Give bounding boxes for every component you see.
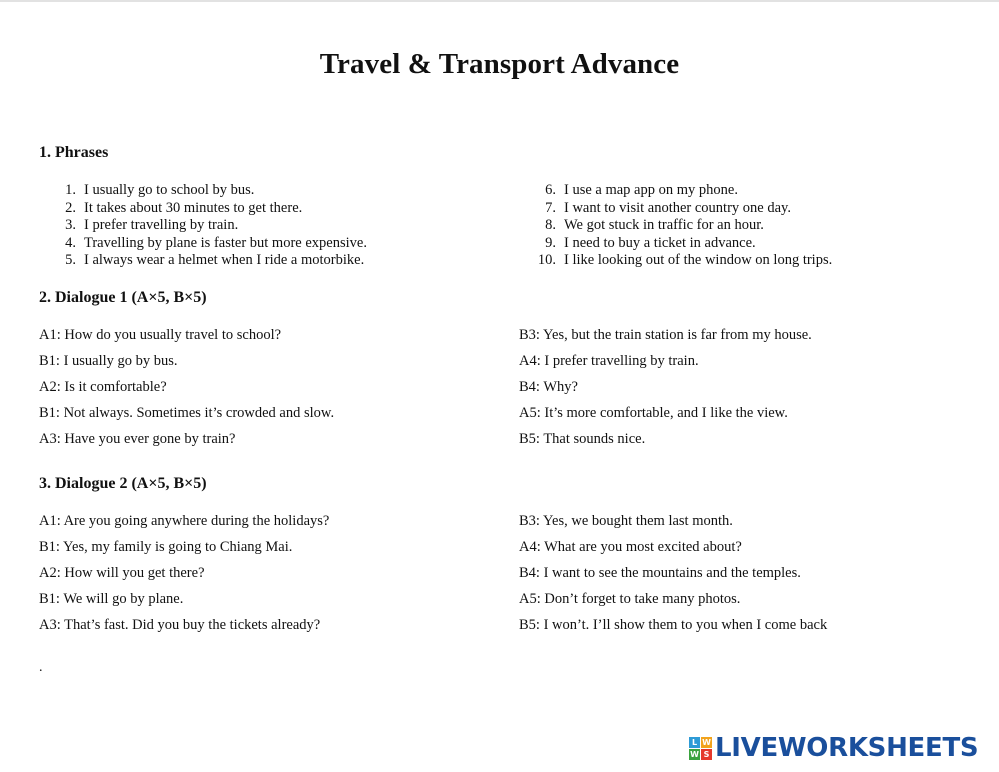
- top-border-rule: [0, 0, 999, 2]
- dialogue-line: B5: That sounds nice.: [519, 431, 646, 447]
- dialogue-line: B1: Yes, my family is going to Chiang Mai.: [39, 539, 293, 555]
- list-item: [52, 182, 367, 200]
- list-item: [52, 252, 367, 270]
- list-text: I need to buy a ticket in advance.: [564, 234, 756, 251]
- list-number: 2.: [65, 199, 76, 216]
- list-number: 4.: [65, 234, 76, 251]
- dialogue-line: A5: It’s more comfortable, and I like the view.: [519, 405, 788, 421]
- phrases-list-right: [532, 182, 832, 270]
- logo-badge-cell: L: [689, 737, 700, 748]
- list-number: 10.: [537, 252, 556, 269]
- trailing-period: .: [39, 660, 43, 675]
- dialogue-line: B3: Yes, we bought them last month.: [519, 513, 733, 529]
- page-title: Travel & Transport Advance: [319, 48, 680, 80]
- dialogue-line: A2: Is it comfortable?: [39, 379, 167, 395]
- list-number: 3.: [65, 217, 76, 234]
- dialogue-line: A1: Are you going anywhere during the holidays?: [39, 513, 330, 529]
- list-item: [532, 200, 832, 218]
- section-heading-dialogue-1: 2. Dialogue 1 (A×5, B×5): [39, 289, 207, 306]
- dialogue-line: B1: We will go by plane.: [39, 591, 184, 607]
- list-text: I usually go to school by bus.: [84, 182, 255, 198]
- list-text: Travelling by plane is faster but more expensive.: [84, 234, 367, 251]
- list-item: [52, 217, 367, 235]
- dialogue-line: B4: I want to see the mountains and the temples.: [519, 565, 801, 581]
- dialogue-2-left: [39, 513, 329, 643]
- dialogue-line: A4: I prefer travelling by train.: [519, 353, 699, 369]
- dialogue-line: A3: That’s fast. Did you buy the tickets already?: [39, 617, 321, 633]
- dialogue-line: A3: Have you ever gone by train?: [39, 431, 236, 447]
- list-number: 7.: [545, 199, 556, 216]
- list-number: 1.: [65, 182, 76, 198]
- logo-badge-cell: W: [690, 749, 699, 759]
- logo-badge-cell: S: [701, 749, 712, 760]
- dialogue-line: B1: Not always. Sometimes it’s crowded and slow.: [39, 405, 335, 421]
- dialogue-line: B4: Why?: [519, 379, 578, 395]
- liveworksheets-logo: [689, 731, 978, 765]
- dialogue-line: B3: Yes, but the train station is far from my house.: [519, 327, 812, 343]
- dialogue-line: A4: What are you most excited about?: [519, 539, 742, 555]
- dialogue-line: B5: I won’t. I’ll show them to you when I come back: [519, 617, 828, 633]
- list-item: [532, 217, 832, 235]
- list-item: [532, 235, 832, 253]
- list-text: I always wear a helmet when I ride a motorbike.: [84, 252, 365, 269]
- list-text: I want to visit another country one day.: [564, 199, 791, 216]
- phrases-list-left: [52, 182, 367, 270]
- list-text: It takes about 30 minutes to get there.: [84, 199, 303, 216]
- list-number: 6.: [545, 182, 556, 198]
- list-number: 9.: [545, 234, 556, 251]
- dialogue-2-right: [519, 513, 827, 643]
- list-text: I use a map app on my phone.: [564, 182, 738, 198]
- dialogue-1-right: [519, 327, 812, 457]
- section-heading-phrases: 1. Phrases: [39, 144, 109, 161]
- list-item: [52, 200, 367, 218]
- list-text: We got stuck in traffic for an hour.: [564, 217, 764, 234]
- dialogue-line: A1: How do you usually travel to school?: [39, 327, 282, 343]
- section-heading-dialogue-2: 3. Dialogue 2 (A×5, B×5): [39, 475, 207, 492]
- list-item: [532, 252, 832, 270]
- dialogue-1-left: [39, 327, 334, 457]
- list-item: [532, 182, 832, 200]
- logo-badge-cell: W: [702, 737, 711, 747]
- logo-wordmark: LIVEWORKSHEETS: [715, 733, 979, 763]
- list-text: I prefer travelling by train.: [84, 217, 239, 234]
- list-number: 5.: [65, 252, 76, 269]
- list-text: I like looking out of the window on long trips.: [564, 252, 833, 269]
- logo-badge-icon: [689, 737, 712, 760]
- dialogue-line: B1: I usually go by bus.: [39, 353, 178, 369]
- list-item: [52, 235, 367, 253]
- list-number: 8.: [545, 217, 556, 234]
- dialogue-line: A5: Don’t forget to take many photos.: [519, 591, 741, 607]
- dialogue-line: A2: How will you get there?: [39, 565, 205, 581]
